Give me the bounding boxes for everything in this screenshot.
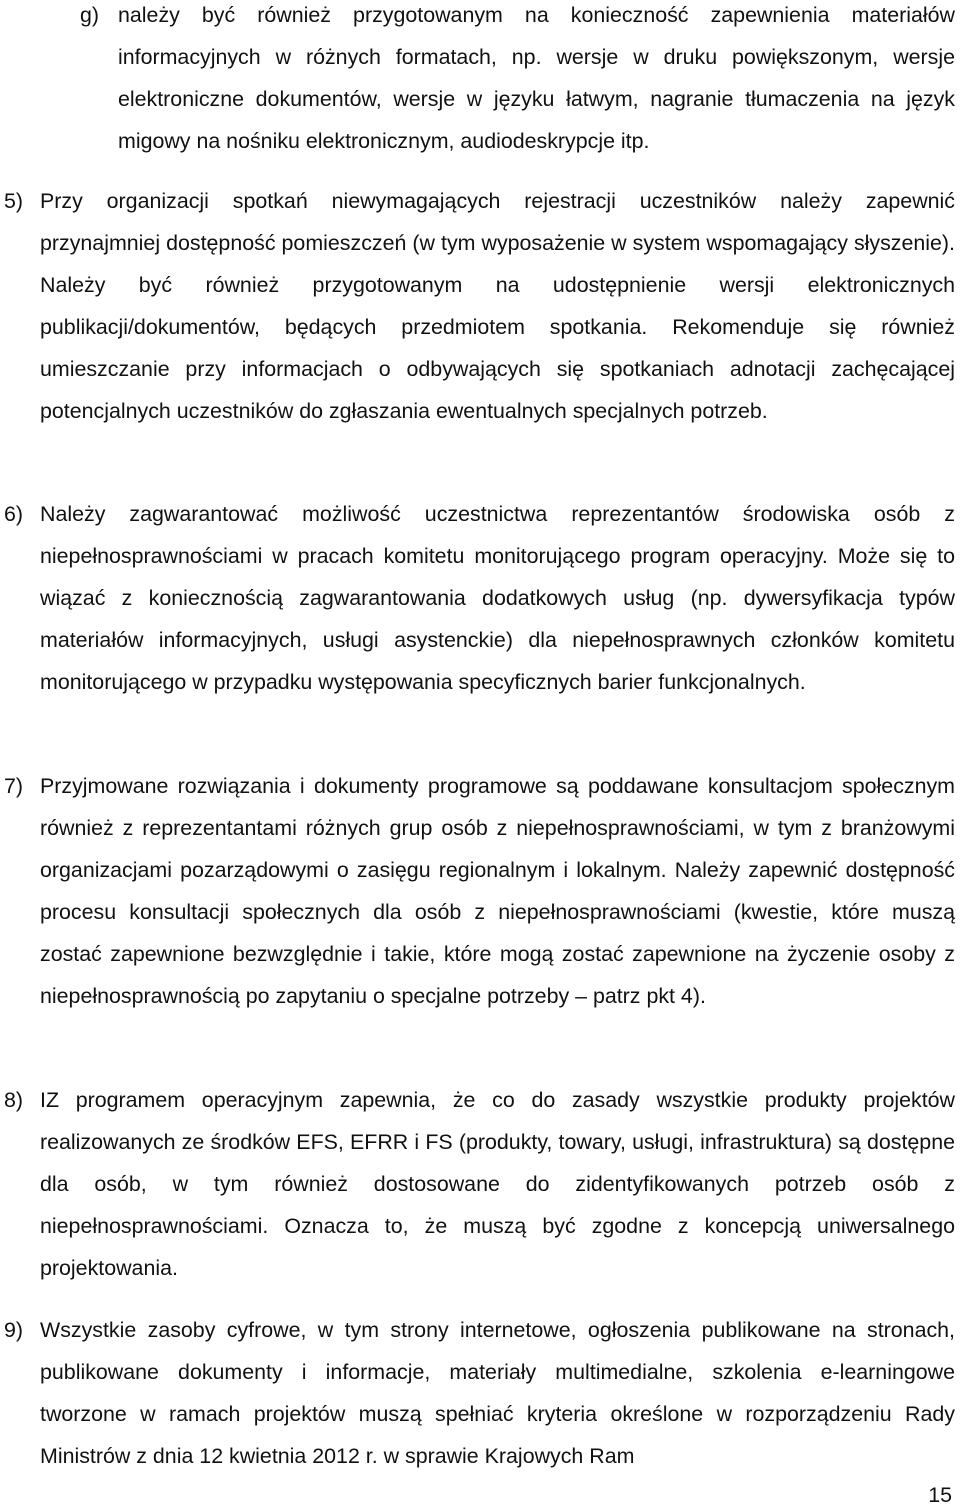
list-marker-9: 9): [4, 1318, 24, 1342]
paragraph-6-text: Należy zagwarantować możliwość uczestnictwa reprezentantów środowiska osób z niepełnosprawnościami w pracach komitetu monitorującego program operacyjny. Może się to wiązać z koniecznością zagwarantowania dodatkowych usług (np. dywersyfikacja typów materiałów informacyjnych, usługi asystenckie) dla niepełnosprawnych członków komitetu monitorującego w przypadku występowania specyficznych barier funkcjonalnych.: [40, 502, 955, 694]
list-marker-5: 5): [4, 189, 24, 213]
paragraph-g: należy być również przygotowanym na konieczność zapewnienia materiałów informacyjnych w różnych formatach, np. wersje w druku powiększonym, wersje elektroniczne dokumentów, wersje w języku łatwym, nagranie tłumaczenia na język migowy na nośniku elektronicznym, audiodeskrypcje itp.: [118, 3, 955, 153]
list-marker-g: g): [80, 3, 100, 27]
paragraph-5: [40, 180, 955, 432]
list-marker-6: 6): [4, 502, 24, 526]
paragraph-7: [40, 765, 955, 1017]
paragraph-7-text: Przyjmowane rozwiązania i dokumenty programowe są poddawane konsultacjom społecznym również z reprezentantami różnych grup osób z niepełnosprawnościami, w tym z branżowymi organizacjami pozarządowymi o zasięgu regionalnym i lokalnym. Należy zapewnić dostępność procesu konsultacji społecznych dla osób z niepełnosprawnościami (kwestie, które muszą zostać zapewnione bezwzględnie i takie, które mogą zostać zapewnione na życzenie osoby z niepełnosprawnością po zapytaniu o specjalne potrzeby – patrz pkt 4).: [40, 774, 955, 1008]
list-marker-7: 7): [4, 774, 24, 798]
paragraph-8-text: IZ programem operacyjnym zapewnia, że co do zasady wszystkie produkty projektów realizowanych ze środków EFS, EFRR i FS (produkty, towary, usługi, infrastruktura) są dostępne dla osób, w tym również dostosowane do zidentyfikowanych potrzeb osób z niepełnosprawnościami. Oznacza to, że muszą być zgodne z koncepcją uniwersalnego projektowania.: [40, 1088, 955, 1280]
paragraph-9-text: Wszystkie zasoby cyfrowe, w tym strony internetowe, ogłoszenia publikowane na stronach, publikowane dokumenty i informacje, materiały multimedialne, szkolenia e-learningowe tworzone w ramach projektów muszą spełniać kryteria określone w rozporządzeniu Rady Ministrów z dnia 12 kwietnia 2012 r. w sprawie Krajowych Ram: [40, 1318, 955, 1468]
paragraph-8: [40, 1079, 955, 1289]
paragraph-5-text: Przy organizacji spotkań niewymagających rejestracji uczestników należy zapewnić przynajmniej dostępność pomieszczeń (w tym wyposażenie w system wspomagający słyszenie). Należy być również przygotowanym na udostępnienie wersji elektronicznych publikacji/dokumentów, będących przedmiotem spotkania. Rekomenduje się również umieszczanie przy informacjach o odbywających się spotkaniach adnotacji zachęcającej potencjalnych uczestników do zgłaszania ewentualnych specjalnych potrzeb.: [40, 189, 955, 423]
page-number: 15: [928, 1483, 952, 1507]
paragraph-6: [40, 493, 955, 703]
paragraph-9: [40, 1309, 955, 1477]
list-marker-8: 8): [4, 1088, 24, 1112]
